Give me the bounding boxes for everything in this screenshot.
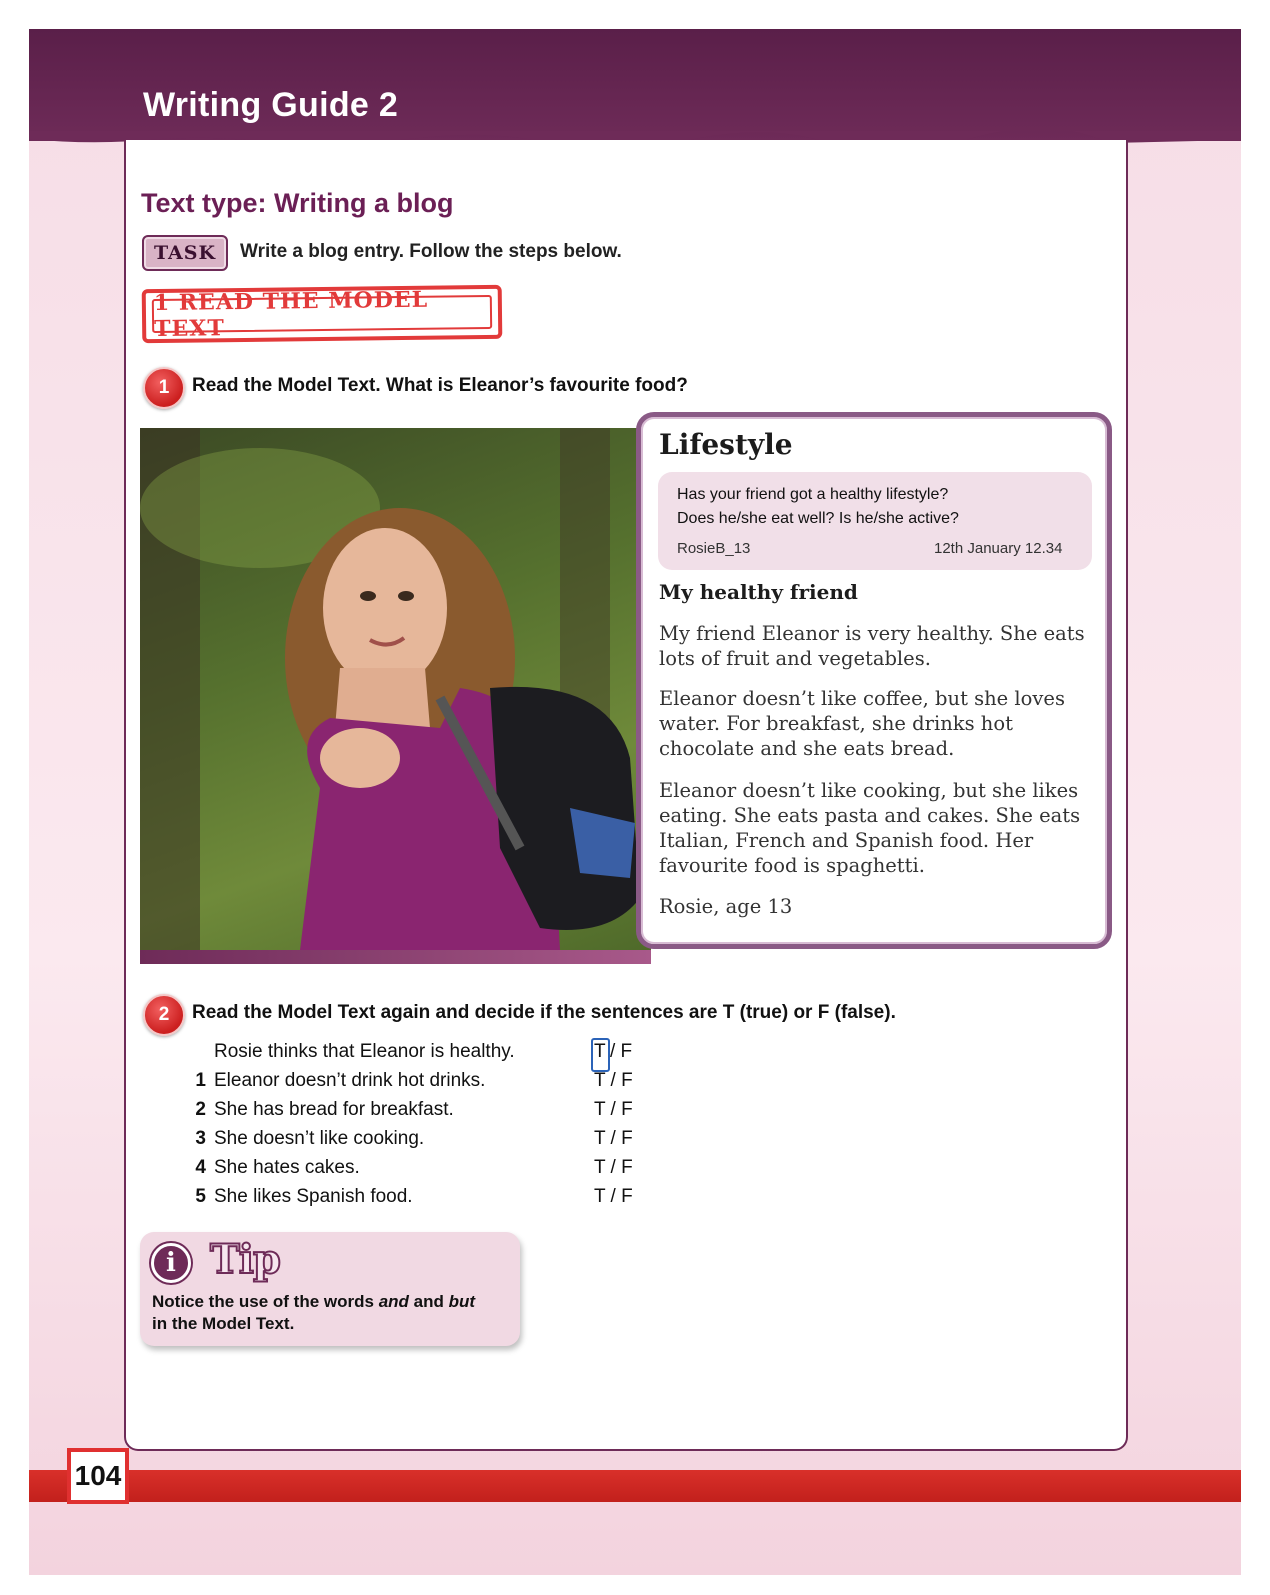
tf-item-sentence: She hates cakes. (214, 1157, 360, 1178)
tip-text-part: Notice the use of the words (152, 1292, 379, 1311)
tf-item-choice[interactable]: T / F (594, 1186, 633, 1207)
prompt-question-1: Has your friend got a healthy lifestyle? (677, 486, 949, 503)
blog-post-heading: My healthy friend (659, 580, 858, 604)
tf-example-false[interactable]: / F (610, 1041, 633, 1062)
tip-title: Tip (210, 1236, 280, 1283)
stamp-label: 1 READ THE MODEL TEXT (152, 295, 492, 333)
tf-item-choice[interactable]: T / F (594, 1157, 633, 1178)
exercise-1-instruction: Read the Model Text. What is Eleanor’s favourite food? (192, 375, 688, 396)
task-badge: TASK (142, 235, 228, 271)
tf-item-number: 4 (195, 1157, 206, 1178)
tf-item-sentence: She has bread for breakfast. (214, 1099, 454, 1120)
tf-item-sentence: Eleanor doesn’t drink hot drinks. (214, 1070, 486, 1091)
tip-word-but: but (448, 1292, 476, 1311)
tf-example-answer-box (591, 1038, 610, 1072)
blog-title: Lifestyle (659, 428, 793, 461)
page-title: Writing Guide 2 (143, 86, 399, 124)
tf-example-row (190, 1041, 650, 1069)
tip-word-and: and (378, 1292, 409, 1311)
read-model-text-stamp (142, 285, 503, 343)
tf-row (190, 1099, 650, 1127)
tf-example-sentence: Rosie thinks that Eleanor is healthy. (214, 1041, 515, 1062)
tf-row (190, 1128, 650, 1156)
footer-band (29, 1470, 1241, 1502)
tf-item-sentence: She doesn’t like cooking. (214, 1128, 425, 1149)
tip-text-line-1 (152, 1292, 475, 1312)
prompt-username: RosieB_13 (677, 540, 751, 557)
blog-paragraph-3: Eleanor doesn’t like cooking, but she likes eating. She eats pasta and cakes. She eats Italian, French and Spanish food. Her favourite food is spaghetti. (659, 779, 1081, 877)
page-number: 104 (67, 1448, 129, 1504)
tf-item-choice[interactable]: T / F (594, 1099, 633, 1120)
exercise-2-instruction: Read the Model Text again and decide if the sentences are T (true) or F (false). (192, 1002, 896, 1023)
tf-row (190, 1157, 650, 1185)
tf-item-choice[interactable]: T / F (594, 1070, 633, 1091)
tf-row (190, 1186, 650, 1214)
blog-paragraph-1: My friend Eleanor is very healthy. She eats lots of fruit and vegetables. (659, 622, 1085, 670)
task-text: Write a blog entry. Follow the steps below. (240, 241, 622, 262)
tip-text-line-2: in the Model Text. (152, 1314, 295, 1333)
tf-example-true[interactable]: T (594, 1041, 606, 1062)
blog-signature: Rosie, age 13 (659, 895, 793, 918)
tf-item-number: 1 (195, 1070, 206, 1091)
tf-item-sentence: She likes Spanish food. (214, 1186, 413, 1207)
exercise-1-number: 1 (143, 367, 185, 409)
exercise-2-number: 2 (143, 994, 185, 1036)
girl-with-backpack-photo (140, 428, 651, 950)
text-type-heading: Text type: Writing a blog (141, 188, 454, 218)
tf-item-number: 3 (195, 1128, 206, 1149)
info-icon: i (151, 1243, 191, 1283)
tf-row (190, 1070, 650, 1098)
prompt-question-2: Does he/she eat well? Is he/she active? (677, 510, 959, 527)
photo-illustration (140, 428, 651, 950)
tip-text-part: and (408, 1292, 449, 1311)
photo-caption-strip (140, 950, 651, 964)
blog-paragraph-2: Eleanor doesn’t like coffee, but she loves water. For breakfast, she drinks hot chocolate and she eats bread. (659, 687, 1065, 760)
tf-item-number: 5 (195, 1186, 206, 1207)
tf-item-choice[interactable]: T / F (594, 1128, 633, 1149)
prompt-timestamp: 12th January 12.34 (934, 540, 1063, 557)
tf-item-number: 2 (195, 1099, 206, 1120)
